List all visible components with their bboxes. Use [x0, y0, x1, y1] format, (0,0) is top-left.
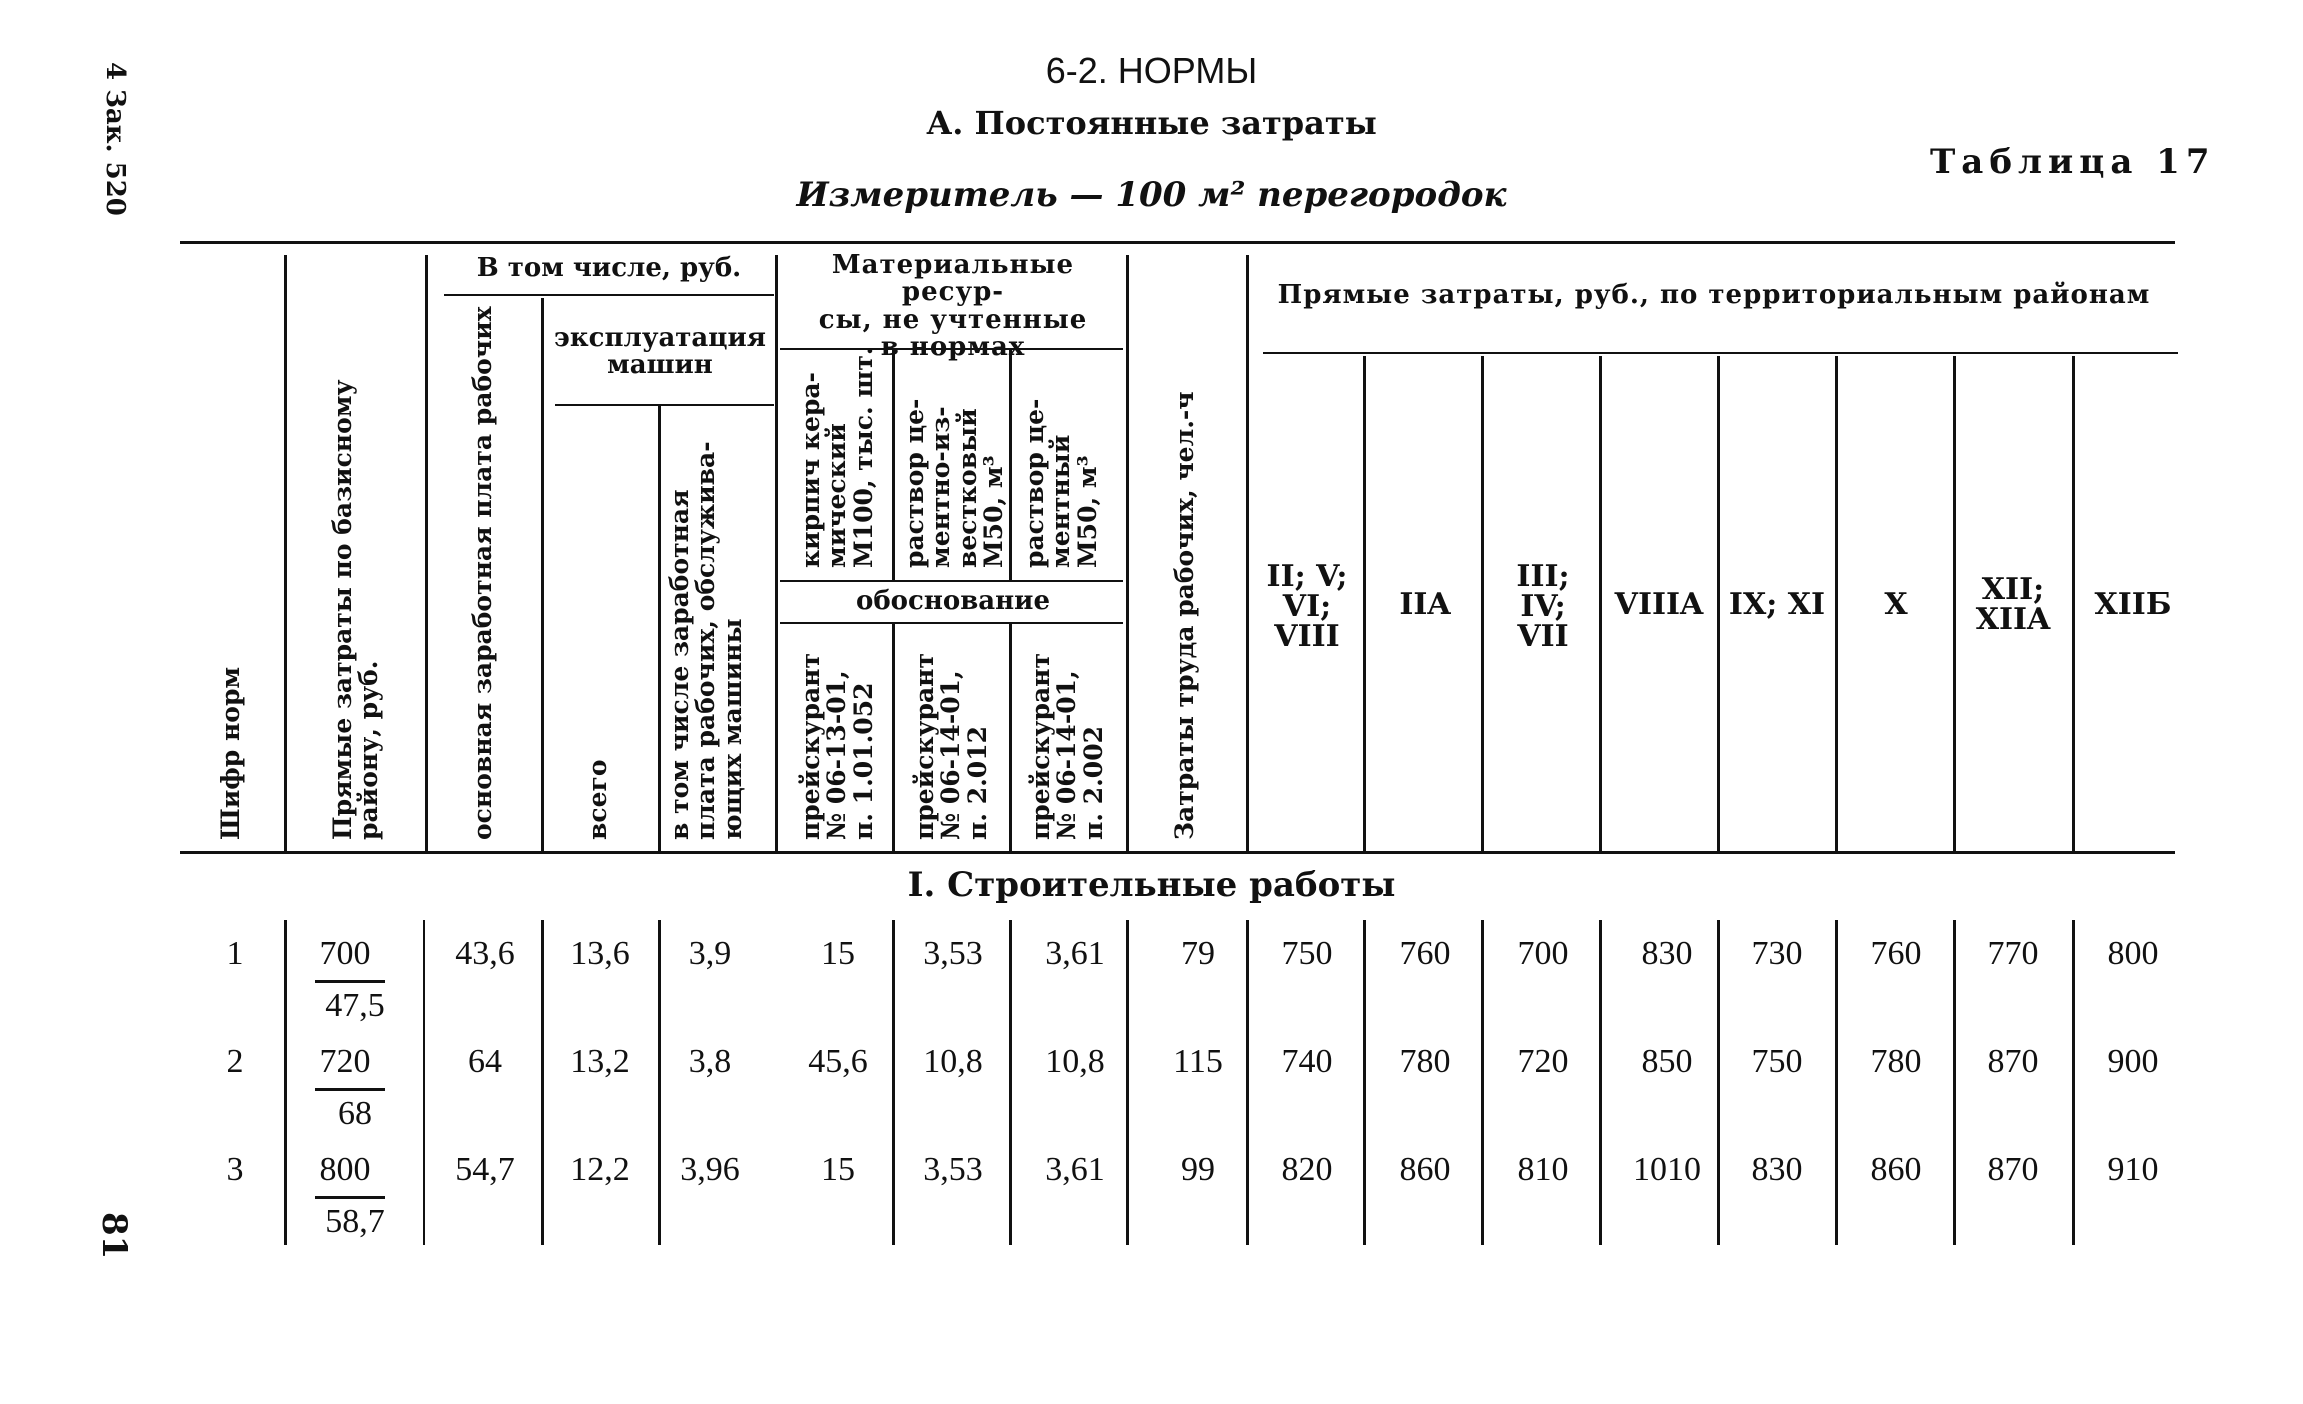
header-just3: прейскурант № 06-14-01, п. 2.002 — [1026, 653, 1108, 840]
subsection-heading: А. Постоянные затраты — [926, 104, 1377, 142]
header-just2: прейскурант № 06-14-01, п. 2.012 — [910, 653, 992, 840]
cell-region: 700 — [1517, 935, 1569, 972]
cell-wage: 54,7 — [455, 1151, 515, 1188]
vline — [1363, 356, 1366, 851]
vline — [1009, 624, 1012, 851]
cell-m1: 15 — [821, 1151, 855, 1188]
vline — [892, 624, 895, 851]
header-mat2: раствор це- ментно-из- вестковый М50, м³ — [900, 398, 1008, 568]
header-machines-text: эксплуатация машин — [554, 323, 766, 381]
measure-caption: Измеритель — 100 м² перегородок — [796, 175, 1507, 215]
vline — [1246, 255, 1249, 851]
header-materials: Материальные ресур- сы, не учтенные в нормах — [818, 250, 1088, 362]
cell-mach-wage: 3,9 — [688, 935, 732, 972]
header-bottom-rule — [180, 851, 2175, 854]
cell-region: 760 — [1399, 935, 1451, 972]
cell-region: 810 — [1517, 1151, 1569, 1188]
cell-m3: 3,61 — [1045, 935, 1105, 972]
header-mach-wage: в том числе заработная плата рабочих, обслужива- ющих машины — [665, 441, 747, 840]
cell-region: 740 — [1281, 1043, 1333, 1080]
cell-mach-total: 13,2 — [570, 1043, 630, 1080]
cell-region: 860 — [1399, 1151, 1451, 1188]
vline — [425, 255, 428, 851]
region-label: III; IV; VII — [1516, 559, 1570, 654]
table-row — [0, 935, 2303, 1045]
region-label: IX; XI — [1728, 587, 1826, 622]
cell-wage: 64 — [468, 1043, 502, 1080]
cell-region: 750 — [1751, 1043, 1803, 1080]
cell-mach-total: 13,6 — [570, 935, 630, 972]
region-label: II; V; VI; VIII — [1266, 559, 1348, 654]
section-heading: 6-2. НОРМЫ — [1045, 50, 1258, 91]
rule-incl — [444, 294, 774, 296]
header-direct-cost: Прямые затраты по базисному району, руб. — [328, 379, 384, 840]
header-just1: прейскурант № 06-13-01, п. 1.01.052 — [796, 653, 878, 840]
cell-m2: 10,8 — [923, 1043, 983, 1080]
cell-m2: 3,53 — [923, 935, 983, 972]
table-top-rule — [180, 241, 2175, 244]
header-labor: Затраты труда рабочих, чел.-ч — [1170, 391, 1199, 840]
vline — [1481, 356, 1484, 851]
cell-region: 760 — [1870, 935, 1922, 972]
cell-region: 870 — [1987, 1043, 2039, 1080]
cell-direct-sub: 47,5 — [325, 987, 385, 1024]
cell-region: 800 — [2107, 935, 2159, 972]
vline — [2072, 356, 2075, 851]
rule-justification-bottom — [780, 622, 1123, 624]
cell-code: 2 — [226, 1043, 244, 1080]
header-machines — [545, 325, 775, 380]
region-label: X — [1884, 587, 1908, 622]
cell-region: 750 — [1281, 935, 1333, 972]
cell-mach-wage: 3,96 — [680, 1151, 740, 1188]
cell-direct-sub: 58,7 — [325, 1203, 385, 1240]
cell-region: 830 — [1641, 935, 1693, 972]
cell-region: 900 — [2107, 1043, 2159, 1080]
table-row — [0, 1043, 2303, 1153]
cell-region: 780 — [1399, 1043, 1451, 1080]
cell-region: 830 — [1751, 1151, 1803, 1188]
header-justification: обоснование — [856, 586, 1050, 616]
table-row — [0, 1151, 2303, 1261]
section-title: I. Строительные работы — [907, 865, 1396, 905]
page-number: 81 — [94, 1212, 134, 1260]
vline — [1717, 356, 1720, 851]
region-label: IIA — [1399, 587, 1451, 622]
rule-regions — [1263, 352, 2178, 354]
header-mat1: кирпич кера- мический М100, тыс. шт. — [796, 346, 878, 568]
region-label: XIIБ — [2094, 587, 2172, 622]
cell-region: 770 — [1987, 935, 2039, 972]
cell-code: 1 — [226, 935, 244, 972]
vline — [541, 298, 544, 851]
vline — [1953, 356, 1956, 851]
cell-labor: 99 — [1181, 1151, 1215, 1188]
vline — [892, 350, 895, 580]
cell-region: 1010 — [1633, 1151, 1701, 1188]
fraction-bar — [315, 1088, 385, 1091]
vline — [284, 255, 287, 851]
cell-direct: 700 — [319, 935, 371, 972]
header-mach-total: всего — [583, 759, 612, 840]
cell-direct: 720 — [319, 1043, 371, 1080]
cell-m1: 15 — [821, 935, 855, 972]
table-label: Таблица 17 — [1930, 142, 2216, 182]
cell-region: 850 — [1641, 1043, 1693, 1080]
vline — [1835, 356, 1838, 851]
rule-justification-top — [780, 580, 1123, 582]
cell-region: 870 — [1987, 1151, 2039, 1188]
cell-mach-total: 12,2 — [570, 1151, 630, 1188]
cell-direct: 800 — [319, 1151, 371, 1188]
cell-direct-sub: 68 — [338, 1095, 372, 1132]
rule-machines — [555, 404, 774, 406]
cell-region: 860 — [1870, 1151, 1922, 1188]
cell-labor: 79 — [1181, 935, 1215, 972]
cell-region: 820 — [1281, 1151, 1333, 1188]
region-label: VIIIA — [1614, 587, 1704, 622]
cell-region: 910 — [2107, 1151, 2159, 1188]
header-basic-wage: основная заработная плата рабочих — [468, 306, 497, 840]
cell-region: 730 — [1751, 935, 1803, 972]
vline — [1599, 356, 1602, 851]
cell-m2: 3,53 — [923, 1151, 983, 1188]
cell-code: 3 — [226, 1151, 244, 1188]
fraction-bar — [315, 980, 385, 983]
header-mat3: раствор це- ментный М50, м³ — [1020, 398, 1102, 568]
header-regions-title: Прямые затраты, руб., по территориальным районам — [1277, 280, 2151, 310]
vline — [658, 406, 661, 851]
cell-labor: 115 — [1173, 1043, 1223, 1080]
cell-region: 720 — [1517, 1043, 1569, 1080]
cell-m3: 3,61 — [1045, 1151, 1105, 1188]
region-label: XII; XIIA — [1975, 572, 2051, 637]
cell-wage: 43,6 — [455, 935, 515, 972]
side-top-text: 4 Зак. 520 — [100, 62, 130, 216]
cell-m3: 10,8 — [1045, 1043, 1105, 1080]
vline — [1009, 350, 1012, 580]
fraction-bar — [315, 1196, 385, 1199]
cell-region: 780 — [1870, 1043, 1922, 1080]
header-incl: В том числе, руб. — [476, 253, 742, 283]
cell-m1: 45,6 — [808, 1043, 868, 1080]
header-code: Шифр норм — [216, 666, 245, 840]
cell-mach-wage: 3,8 — [688, 1043, 732, 1080]
